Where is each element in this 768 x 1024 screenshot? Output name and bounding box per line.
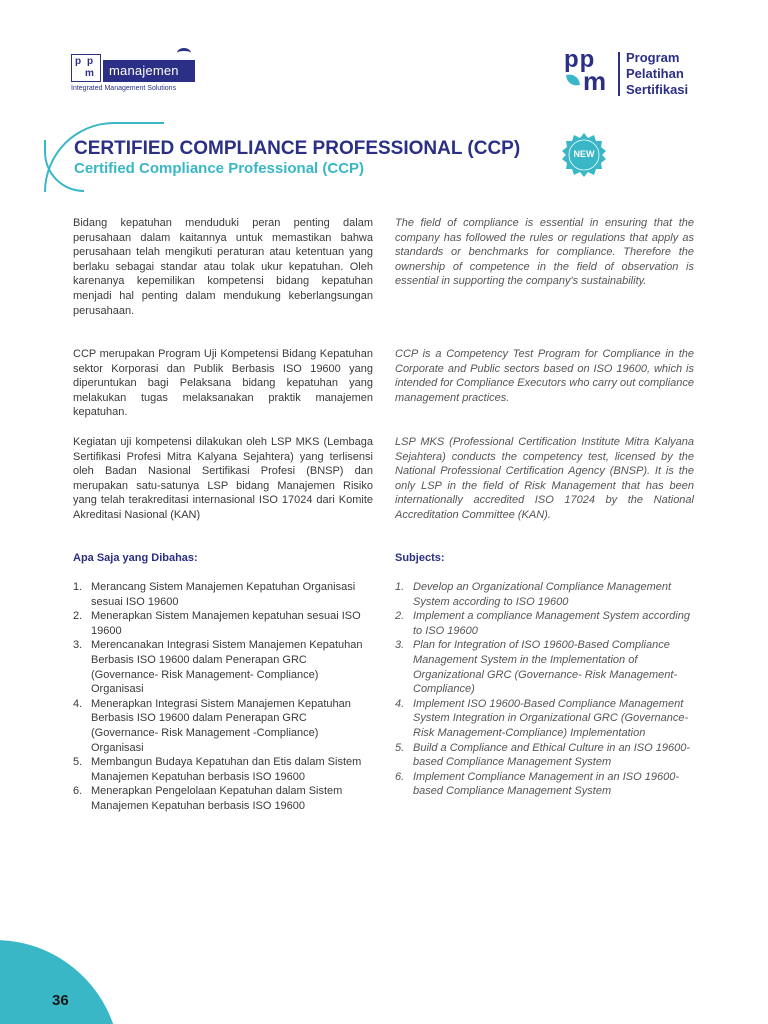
item-number: 1. (395, 581, 405, 593)
list-item (395, 770, 694, 799)
brand-bar (103, 60, 195, 82)
item-number: 2. (73, 610, 83, 623)
list-item (395, 697, 694, 741)
left-topic-list (73, 580, 373, 814)
new-badge (561, 132, 607, 178)
item-text: Build a Compliance and Ethical Culture in an ISO 19600-based Compliance Management System (413, 741, 690, 769)
item-number: 6. (73, 785, 83, 798)
page-number: 36 (52, 992, 69, 1009)
brand-name: manajemen (109, 63, 179, 78)
left-paragraph-2: CCP merupakan Program Uji Kompetensi Bidang Kepatuhan sektor Korporasi dan Publik Berbasis ISO 19600 yang diperuntukan bagi Pelaksana bidang kepatuhan yang melakukan tugas melaksanakan praktik manajemen kepatuhan. (73, 348, 373, 419)
left-section-heading: Apa Saja yang Dibahas: (73, 552, 198, 564)
item-text: Develop an Organizational Compliance Management System according to ISO 19600 (413, 581, 672, 608)
item-text: Implement Compliance Management in an ISO 19600-based Compliance Management System (413, 770, 679, 798)
item-text: Menerapkan Sistem Manajemen kepatuhan sesuai ISO 19600 (91, 610, 361, 637)
item-number: 5. (395, 741, 405, 754)
badge-label: NEW (573, 149, 595, 159)
item-number: 4. (73, 697, 83, 710)
item-text: Membangun Budaya Kepatuhan dan Etis dalam Sistem Manajemen Kepatuhan berbasis ISO 19600 (91, 756, 362, 783)
list-item (395, 638, 694, 696)
ppm-manajemen-logo (71, 52, 197, 94)
list-item (73, 609, 373, 638)
list-item (73, 697, 373, 755)
item-text: Implement ISO 19600-Based Compliance Management System Integration in Organizational GRC (Governance-Risk Management-Compliance) Implementation (413, 697, 689, 739)
item-number: 3. (73, 639, 83, 652)
item-text: Menerapkan Pengelolaan Kepatuhan dalam Sistem Manajemen Kepatuhan berbasis ISO 19600 (91, 785, 343, 812)
list-item (395, 741, 694, 770)
list-item (73, 638, 373, 696)
program-line: Pelatihan (626, 66, 684, 81)
right-paragraph-1: The field of compliance is essential in ensuring that the company has followed the rules or regulations that apply as standards or benchmarks for compliance. Therefore the ownership of competence in the field of observation is essential in supporting the company's sustainability. (395, 217, 694, 288)
left-paragraph-1: Bidang kepatuhan menduduki peran penting dalam perusahaan dalam kaitannya untuk memastikan bahwa perusahaan telah mengikuti peraturan atau ketentuan yang berlaku sebagai standar atau tolak ukur kepatuhan. Oleh karenanya kepemilikan kompetensi bidang kepatuhan menjadi hal penting dalam mendukung keberlangsungan perusahaan. (73, 217, 373, 317)
mark-top: pp (564, 46, 596, 73)
item-text: Merancang Sistem Manajemen Kepatuhan Organisasi sesuai ISO 19600 (91, 581, 356, 608)
item-number: 1. (73, 581, 83, 593)
item-text: Menerapkan Integrasi Sistem Manajemen Kepatuhan Berbasis ISO 19600 dalam Penerapan GRC (Governance- Risk Management -Compliance) Organisasi (91, 697, 351, 754)
page-subtitle: Certified Compliance Professional (CCP) (74, 160, 365, 177)
list-item (395, 609, 694, 638)
right-topic-list (395, 580, 694, 799)
mark-bottom: m (583, 66, 607, 96)
list-item (73, 580, 373, 609)
list-item (73, 755, 373, 784)
right-paragraph-2: CCP is a Competency Test Program for Compliance in the Corporate and Public sectors based on ISO 19600, which is intended for Compliance Executors who carry out compliance management practices. (395, 348, 694, 404)
logo-letter: p (75, 56, 82, 67)
item-text: Plan for Integration of ISO 19600-Based Compliance Management System in the Implementation of Organizational GRC (Governance- Risk Management- Compliance) (413, 639, 678, 696)
left-paragraph-3: Kegiatan uji kompetensi dilakukan oleh LSP MKS (Lembaga Sertifikasi Profesi Mitra Kalyana Sejahtera) yang terlisensi oleh Badan Nasional Sertifikasi Profesi (BNSP) dan merupakan satu-satunya LSP bidang Manajemen Risiko yang telah terakreditasi internasional ISO 17024 dari Komite Akreditasi Nasional (KAN) (73, 436, 373, 521)
item-text: Merencanakan Integrasi Sistem Manajemen Kepatuhan Berbasis ISO 19600 dalam Penerapan GRC (Governance- Risk Management- Compliance) Organisasi (91, 639, 363, 696)
logo-letter: p (87, 56, 94, 67)
program-pelatihan-logo (564, 48, 704, 100)
program-line: Sertifikasi (626, 82, 689, 97)
brand-tagline: Integrated Management Solutions (71, 85, 177, 92)
logo-divider (618, 52, 620, 96)
item-number: 6. (395, 770, 405, 783)
program-line: Program (626, 50, 680, 65)
item-text: Implement a compliance Management System according to ISO 19600 (413, 610, 690, 637)
ppm-box-mark (71, 54, 101, 82)
item-number: 4. (395, 697, 405, 710)
right-section-heading: Subjects: (395, 552, 445, 564)
list-item (73, 784, 373, 813)
item-number: 5. (73, 756, 83, 769)
corner-decoration (0, 940, 120, 1024)
right-paragraph-3: LSP MKS (Professional Certification Institute Mitra Kalyana Sejahtera) conducts the competency test, licensed by the National Professional Certification Agency (BNSP). It is the only LSP in the field of Risk Management that has been internationally accredited ISO 17024 by the National Accreditation Committee (KAN). (395, 436, 694, 521)
page-title: CERTIFIED COMPLIANCE PROFESSIONAL (CCP) (74, 138, 521, 159)
item-number: 3. (395, 639, 405, 652)
list-item (395, 580, 694, 609)
logo-letter: m (85, 68, 94, 79)
item-number: 2. (395, 610, 405, 623)
program-name (626, 50, 688, 98)
ppm-mark-icon (564, 48, 614, 98)
swoosh-icon (177, 48, 191, 58)
leaf-icon (566, 73, 580, 87)
